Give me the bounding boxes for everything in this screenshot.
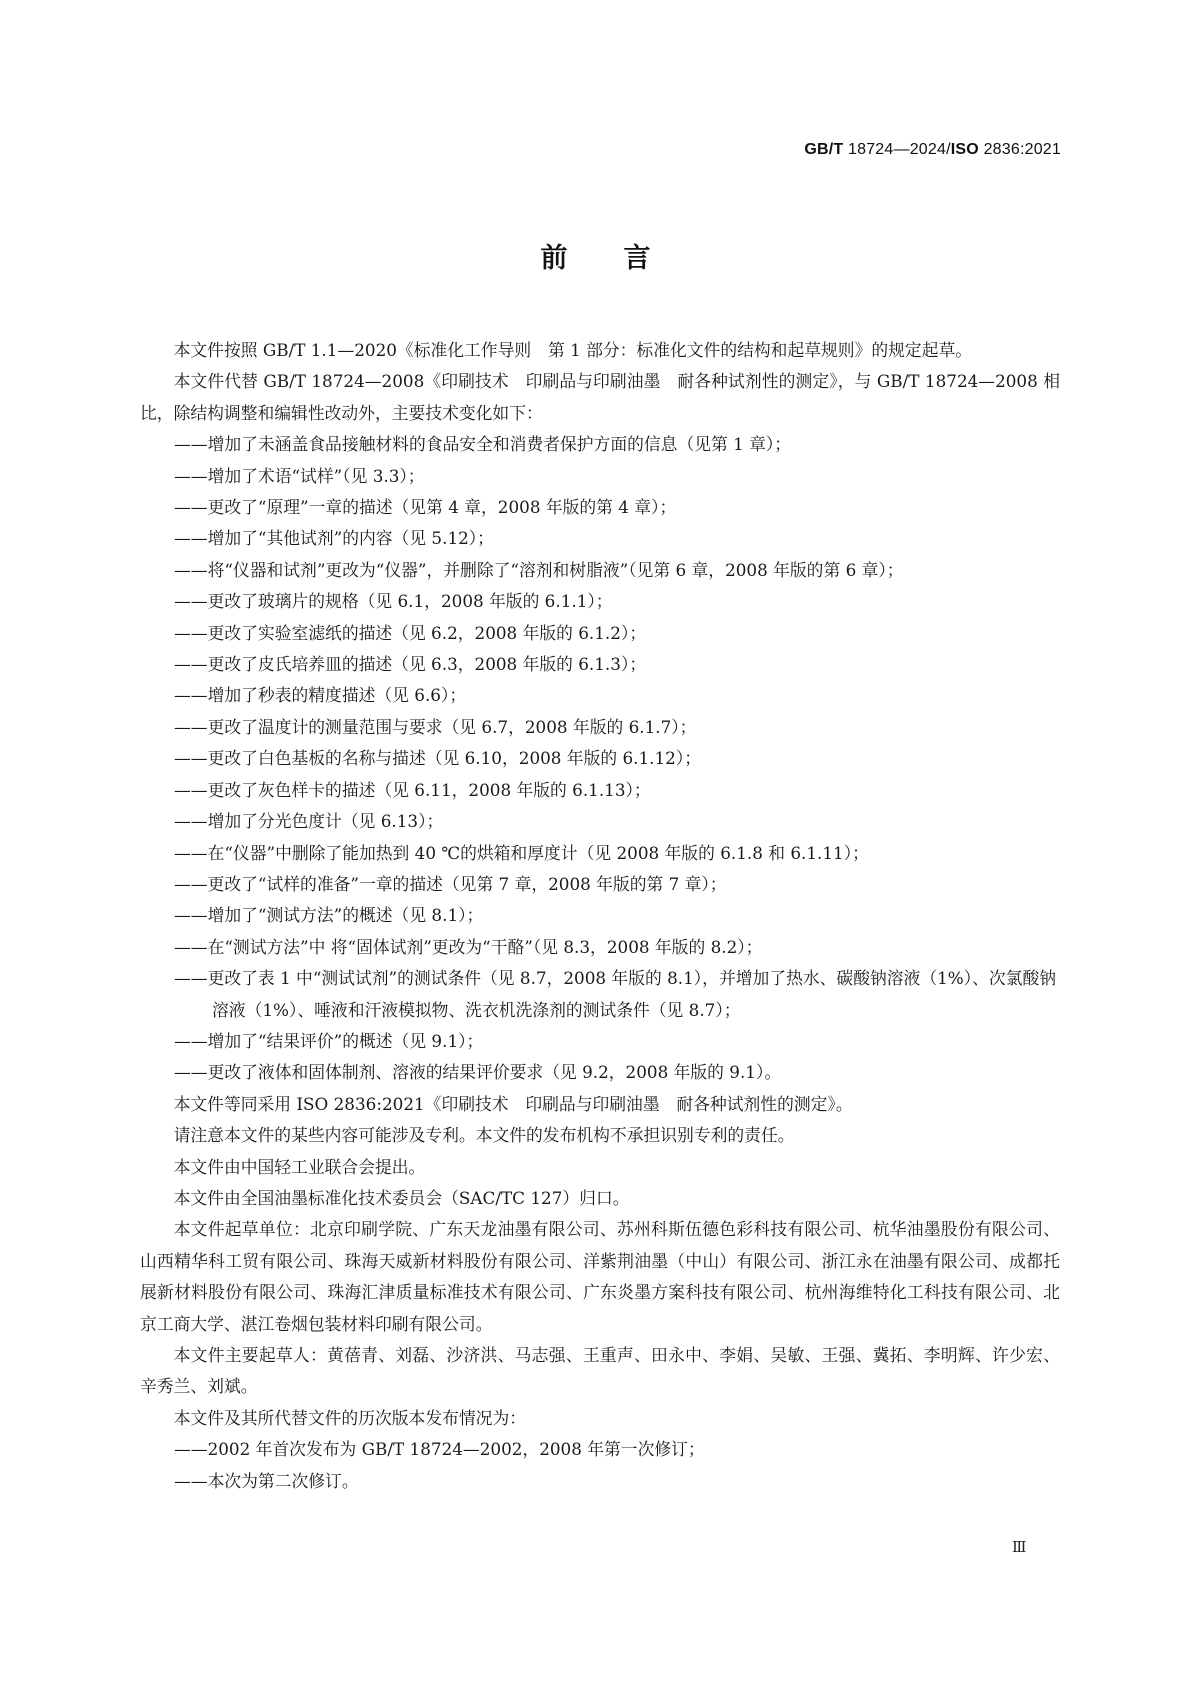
paragraph-drafting-units: 本文件起草单位：北京印刷学院、广东天龙油墨有限公司、苏州科斯伍德色彩科技有限公司、杭华油墨股份有限公司、山西精华科工贸有限公司、珠海天威新材料股份有限公司、洋紫荆油墨（中山）有限公司、浙江永在油墨有限公司、成都托展新材料股份有限公司、珠海汇津质量标准技术有限公司、广东炎墨方案科技有限公司、杭州海维特化工科技有限公司、北京工商大学、湛江卷烟包装材料印刷有限公司。 xyxy=(140,1219,1060,1334)
change-item: ——增加了分光色度计（见 6.13）； xyxy=(174,811,444,832)
paragraph-replaces: 本文件代替 GB/T 18724—2008《印刷技术 印刷品与印刷油墨 耐各种试剂性的测定》，与 GB/T 18724—2008 相比，除结构调整和编辑性改动外，主要技术变化如下： xyxy=(140,371,1060,423)
paragraph-proposed-by: 本文件由中国轻工业联合会提出。 xyxy=(173,1156,426,1177)
history-item: ——本次为第二次修订。 xyxy=(174,1470,359,1491)
code-prefix: GB/T xyxy=(804,141,844,158)
code-number: 18724—2024/ xyxy=(843,141,951,158)
code-iso: ISO xyxy=(950,141,979,158)
change-item: ——更改了“原理”一章的描述（见第 4 章，2008 年版的第 4 章）； xyxy=(174,497,677,518)
change-item: ——更改了表 1 中“测试试剂”的测试条件（见 8.7，2008 年版的 8.1），并增加了热水、碳酸钠溶液（1%）、次氯酸钠溶液（1%）、唾液和汗液模拟物、洗衣机洗涤剂的测试条件（见 8.7）； xyxy=(174,968,1057,1020)
change-item: ——增加了“测试方法”的概述（见 8.1）； xyxy=(174,905,484,926)
page-title: 前言 xyxy=(540,243,707,274)
paragraph-history-intro: 本文件及其所代替文件的历次版本发布情况为： xyxy=(173,1407,527,1428)
change-item: ——更改了灰色样卡的描述（见 6.11，2008 年版的 6.1.13）； xyxy=(174,779,651,800)
paragraph-drafting-rules: 本文件按照 GB/T 1.1—2020《标准化工作导则 第 1 部分：标准化文件的结构和起草规则》的规定起草。 xyxy=(173,340,973,360)
change-item: ——更改了实验室滤纸的描述（见 6.2，2008 年版的 6.1.2）； xyxy=(174,622,647,643)
paragraph-committee: 本文件由全国油墨标准化技术委员会（SAC/TC 127）归口。 xyxy=(173,1187,630,1208)
code-iso-number: 2836:2021 xyxy=(978,141,1061,158)
change-item: ——更改了液体和固体制剂、溶液的结果评价要求（见 9.2，2008 年版的 9.1）。 xyxy=(174,1062,782,1083)
paragraph-iso-adoption: 本文件等同采用 ISO 2836:2021《印刷技术 印刷品与印刷油墨 耐各种试剂性的测定》。 xyxy=(173,1093,853,1114)
document-body xyxy=(140,335,1060,1497)
change-item: ——增加了“结果评价”的概述（见 9.1）； xyxy=(174,1030,484,1051)
paragraph-drafters: 本文件主要起草人：黄蓓青、刘磊、沙济洪、马志强、王重声、田永中、李娟、吴敏、王强、冀拓、李明辉、许少宏、辛秀兰、刘斌。 xyxy=(140,1345,1060,1397)
change-item: ——增加了未涵盖食品接触材料的食品安全和消费者保护方面的信息（见第 1 章）； xyxy=(174,434,792,455)
change-item: ——增加了秒表的精度描述（见 6.6）； xyxy=(174,685,467,706)
change-item: ——在“测试方法”中 将“固体试剂”更改为“干酪”（见 8.3，2008 年版的 8.2）； xyxy=(174,936,763,957)
change-item: ——将“仪器和试剂”更改为“仪器”，并删除了“溶剂和树脂液”（见第 6 章，2008 年版的第 6 章）； xyxy=(174,559,904,580)
change-item: ——更改了温度计的测量范围与要求（见 6.7，2008 年版的 6.1.7）； xyxy=(174,716,697,737)
change-item: ——更改了皮氏培养皿的描述（见 6.3，2008 年版的 6.1.3）； xyxy=(174,654,647,675)
change-item: ——增加了术语“试样”（见 3.3）； xyxy=(174,465,425,486)
standard-code xyxy=(804,141,1061,159)
paragraph-patent-notice: 请注意本文件的某些内容可能涉及专利。本文件的发布机构不承担识别专利的责任。 xyxy=(173,1125,795,1146)
change-item: ——在“仪器”中删除了能加热到 40 ℃的烘箱和厚度计（见 2008 年版的 6.1.8 和 6.1.11）； xyxy=(174,842,869,863)
change-item: ——增加了“其他试剂”的内容（见 5.12）； xyxy=(174,528,494,549)
change-item: ——更改了玻璃片的规格（见 6.1，2008 年版的 6.1.1）； xyxy=(174,591,613,612)
change-item: ——更改了白色基板的名称与描述（见 6.10，2008 年版的 6.1.12）； xyxy=(174,748,702,769)
page-number: Ⅲ xyxy=(1012,1538,1027,1556)
change-item: ——更改了“试样的准备”一章的描述（见第 7 章，2008 年版的第 7 章）； xyxy=(174,873,727,894)
history-item: ——2002 年首次发布为 GB/T 18724—2002，2008 年第一次修订； xyxy=(174,1439,705,1460)
